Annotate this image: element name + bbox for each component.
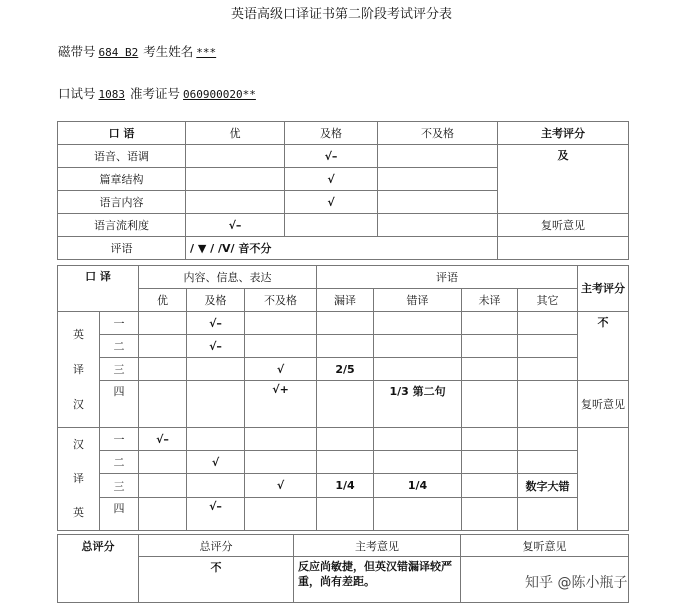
- summary-review-label: 复听意见: [461, 535, 629, 557]
- cell: [518, 335, 578, 358]
- cell: [462, 358, 518, 381]
- row-number: 四: [100, 497, 139, 530]
- speaking-cell-fail: [378, 168, 498, 191]
- summary-title: 总评分: [58, 535, 139, 603]
- cell: [187, 474, 245, 497]
- form-title: 英语高级口译证书第二阶段考试评分表: [230, 7, 452, 22]
- cell: [518, 497, 578, 530]
- speaking-cell-pass: [285, 214, 378, 237]
- zh-en-label-3: 英: [73, 506, 84, 519]
- speaking-header-excellent: 优: [186, 122, 285, 145]
- table-row: [58, 381, 629, 428]
- cell: 1/4: [317, 474, 374, 497]
- row-number: 一: [100, 428, 139, 451]
- cell: [518, 381, 578, 428]
- cell: [245, 428, 317, 451]
- cell: [462, 474, 518, 497]
- speaking-cell-excellent: √–: [186, 214, 285, 237]
- interp-subheader-pass: 及格: [187, 289, 245, 312]
- tape-info-line: [58, 42, 221, 60]
- cell: [374, 428, 462, 451]
- interp-subheader-other: 其它: [518, 289, 578, 312]
- cell: √–: [187, 335, 245, 358]
- cell: [462, 451, 518, 474]
- cell: [374, 358, 462, 381]
- speaking-cell-pass: √: [285, 191, 378, 214]
- cell: √: [245, 474, 317, 497]
- interp-examiner-label: 主考评分: [578, 266, 629, 312]
- exam-info-line: [58, 84, 261, 102]
- row-number: 一: [100, 312, 139, 335]
- cell: √–: [187, 497, 245, 530]
- tape-label: 磁带号: [58, 44, 96, 59]
- zh-en-label-1: 汉: [73, 438, 84, 451]
- speaking-cell-excellent: [186, 145, 285, 168]
- summary-table: [57, 534, 629, 603]
- en-zh-section-label: [58, 312, 100, 428]
- interp-group-header-row: [58, 266, 629, 289]
- speaking-cell-pass: √–: [285, 145, 378, 168]
- en-zh-label-2: 译: [73, 363, 84, 376]
- ticket-label: 准考证号: [130, 86, 181, 101]
- cell: [139, 381, 187, 428]
- interp-group-comment: 评语: [317, 266, 578, 289]
- cell: [139, 497, 187, 530]
- speaking-cell-fail: [378, 214, 498, 237]
- cell: [462, 381, 518, 428]
- table-row: [58, 497, 629, 530]
- cell: 1/4: [374, 474, 462, 497]
- interp-subheader-excellent: 优: [139, 289, 187, 312]
- cell: [187, 381, 245, 428]
- interp-group-content: 内容、信息、表达: [139, 266, 317, 289]
- cell: [518, 358, 578, 381]
- exam-number-label: 口试号: [58, 86, 96, 101]
- interp-title: 口 译: [58, 266, 139, 312]
- cell: [518, 312, 578, 335]
- cell: [462, 497, 518, 530]
- interp-review-value: [578, 428, 629, 531]
- cell: [245, 312, 317, 335]
- cell: [518, 451, 578, 474]
- ticket-value: 060900020**: [183, 88, 256, 101]
- cell: [139, 312, 187, 335]
- cell: 数字大错: [518, 474, 578, 497]
- cell: [518, 428, 578, 451]
- zh-en-section-label: [58, 428, 100, 531]
- summary-examiner-label: 主考意见: [294, 535, 461, 557]
- speaking-cell-excellent: [186, 168, 285, 191]
- exam-number-value: 1083: [98, 88, 126, 101]
- speaking-row-label: 语言内容: [58, 191, 186, 214]
- summary-score-label: 总评分: [139, 535, 294, 557]
- interp-examiner-score: 不: [578, 312, 629, 381]
- speaking-row-label: 语音、语调: [58, 145, 186, 168]
- speaking-cell-fail: [378, 145, 498, 168]
- interp-review-label: 复听意见: [578, 381, 629, 428]
- cell: [187, 358, 245, 381]
- speaking-row: [58, 214, 629, 237]
- speaking-row-label: 篇章结构: [58, 168, 186, 191]
- row-number: 三: [100, 358, 139, 381]
- summary-score-value: 不: [139, 557, 294, 603]
- cell: [374, 497, 462, 530]
- speaking-header-title: 口 语: [58, 122, 186, 145]
- speaking-review-value: [498, 237, 629, 260]
- speaking-header-row: [58, 122, 629, 145]
- table-row: [58, 474, 629, 497]
- table-row: [58, 312, 629, 335]
- cell: [317, 451, 374, 474]
- table-row: [58, 428, 629, 451]
- speaking-cell-pass: √: [285, 168, 378, 191]
- cell: [139, 358, 187, 381]
- cell: [245, 451, 317, 474]
- speaking-comment-value: / ▼ / /V/ 音不分: [186, 237, 498, 260]
- cell: [317, 335, 374, 358]
- interp-subheader-error: 错译: [374, 289, 462, 312]
- watermark: 知乎 @陈小瓶子: [525, 575, 628, 591]
- speaking-header-fail: 不及格: [378, 122, 498, 145]
- cell: [139, 451, 187, 474]
- cell: [374, 335, 462, 358]
- interp-subheader-fail: 不及格: [245, 289, 317, 312]
- speaking-row-label: 语言流利度: [58, 214, 186, 237]
- cell: [187, 428, 245, 451]
- speaking-examiner-score: 及: [498, 145, 629, 214]
- summary-examiner-comment: 反应尚敏捷，但英汉错漏译较严重，尚有差距。: [294, 557, 461, 603]
- row-number: 二: [100, 335, 139, 358]
- cell: √–: [187, 312, 245, 335]
- speaking-comment-label: 评语: [58, 237, 186, 260]
- en-zh-label-1: 英: [73, 328, 84, 341]
- cell: [245, 497, 317, 530]
- cell: [317, 497, 374, 530]
- table-row: [58, 335, 629, 358]
- speaking-score-table: [57, 121, 629, 260]
- cell: [245, 335, 317, 358]
- name-label: 考生姓名: [143, 44, 194, 59]
- cell: [462, 428, 518, 451]
- tape-value: 684 B2: [98, 46, 139, 59]
- table-row: [58, 451, 629, 474]
- cell: [462, 335, 518, 358]
- interp-subheader-untranslated: 未译: [462, 289, 518, 312]
- cell: 2/5: [317, 358, 374, 381]
- en-zh-label-3: 汉: [73, 398, 84, 411]
- cell: [462, 312, 518, 335]
- cell: [317, 428, 374, 451]
- speaking-header-examiner: 主考评分: [498, 122, 629, 145]
- interp-subheader-row: [58, 289, 629, 312]
- cell: √: [245, 358, 317, 381]
- cell: [139, 474, 187, 497]
- summary-header-row: [58, 535, 629, 557]
- cell: [317, 381, 374, 428]
- cell: [317, 312, 374, 335]
- interpretation-score-table: [57, 265, 629, 531]
- speaking-row: [58, 145, 629, 168]
- cell: [374, 451, 462, 474]
- row-number: 三: [100, 474, 139, 497]
- row-number: 二: [100, 451, 139, 474]
- speaking-header-pass: 及格: [285, 122, 378, 145]
- speaking-comment-row: [58, 237, 629, 260]
- cell: √: [187, 451, 245, 474]
- cell: [139, 335, 187, 358]
- cell: [374, 312, 462, 335]
- speaking-review-label: 复听意见: [498, 214, 629, 237]
- cell: √–: [139, 428, 187, 451]
- zh-en-label-2: 译: [73, 472, 84, 485]
- interp-subheader-omission: 漏译: [317, 289, 374, 312]
- cell: 1/3 第二句: [374, 381, 462, 428]
- cell: √+: [245, 381, 317, 428]
- row-number: 四: [100, 381, 139, 428]
- speaking-cell-fail: [378, 191, 498, 214]
- name-value: ***: [196, 46, 217, 59]
- speaking-cell-excellent: [186, 191, 285, 214]
- table-row: [58, 358, 629, 381]
